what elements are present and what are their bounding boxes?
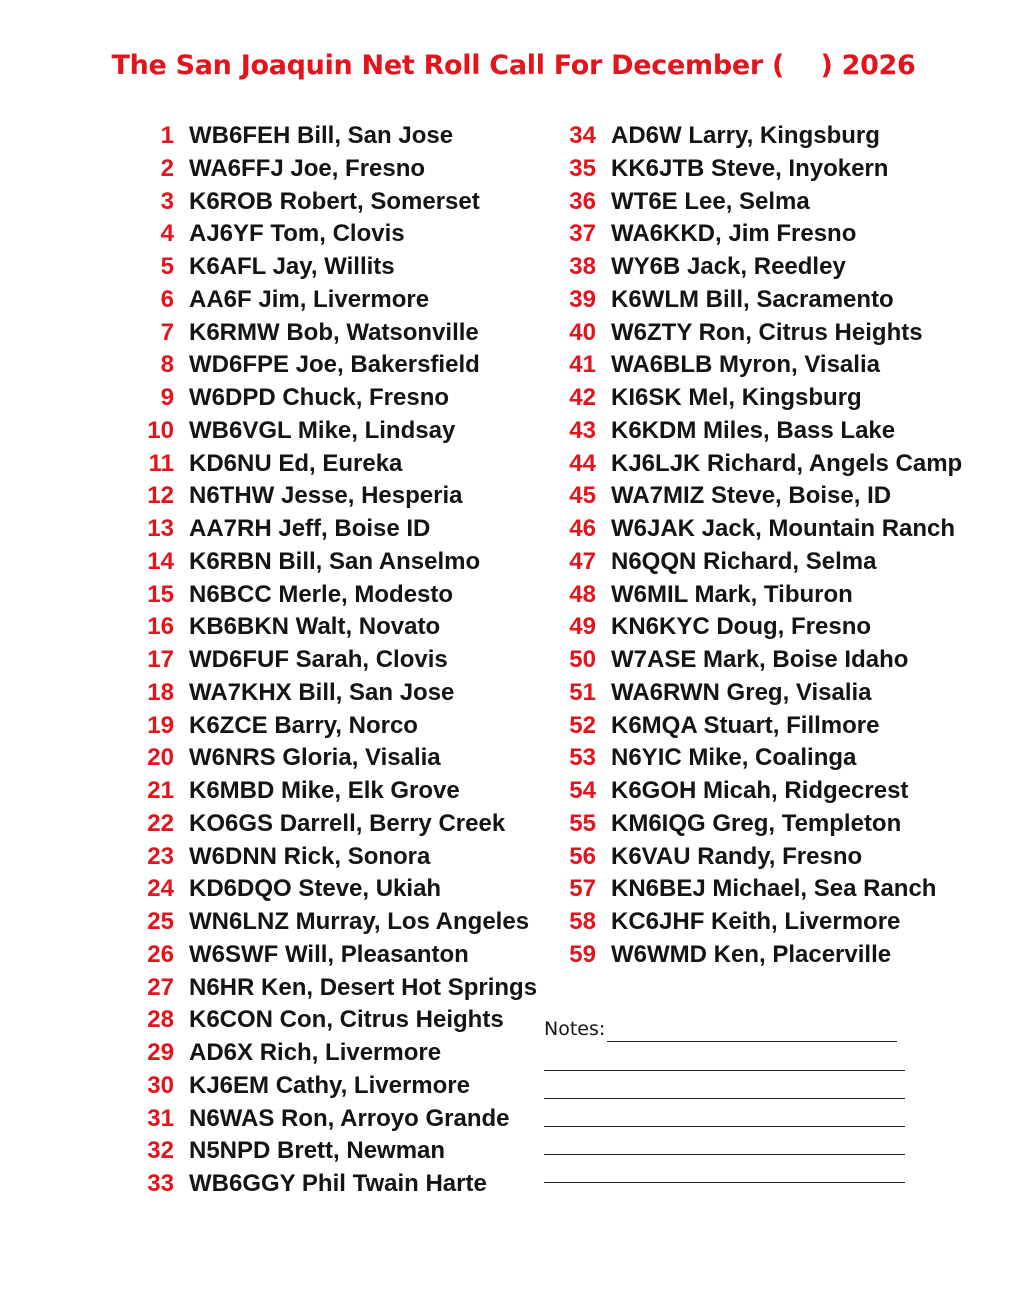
roster-callsign-name: N5NPD Brett, Newman xyxy=(189,1137,446,1165)
roster-number: 38 xyxy=(569,253,596,280)
roster-number: 54 xyxy=(569,777,596,804)
roster-callsign-name: KD6DQO Steve, Ukiah xyxy=(189,875,442,903)
roster-entry xyxy=(560,218,962,251)
roster-number: 50 xyxy=(569,646,596,673)
roster-number: 58 xyxy=(569,908,596,935)
roster-callsign-name: W6JAK Jack, Mountain Ranch xyxy=(611,515,956,542)
roster-number: 16 xyxy=(147,613,174,641)
roster-entry xyxy=(560,382,962,415)
roster-callsign-name: KJ6EM Cathy, Livermore xyxy=(189,1071,470,1099)
roster-entry xyxy=(138,1103,537,1136)
roster-number: 52 xyxy=(569,711,596,739)
roster-callsign-name: WA6BLB Myron, Visalia xyxy=(611,351,880,379)
roster-number: 40 xyxy=(569,318,596,346)
roster-callsign-name: K6RMW Bob, Watsonville xyxy=(189,318,479,346)
notes-line xyxy=(544,1070,905,1071)
roster-callsign-name: K6ZCE Barry, Norco xyxy=(189,711,418,739)
roster-number: 23 xyxy=(147,842,174,870)
roster-number: 47 xyxy=(569,547,596,575)
roster-callsign-name: KK6JTB Steve, Inyokern xyxy=(611,154,889,182)
roster-entry xyxy=(560,513,962,546)
roster-entry xyxy=(138,906,537,939)
roster-callsign-name: W6NRS Gloria, Visalia xyxy=(189,744,441,772)
roster-callsign-name: KM6IQG Greg, Templeton xyxy=(611,809,902,837)
roster-entry xyxy=(138,513,537,546)
roster-callsign-name: WY6B Jack, Reedley xyxy=(611,253,846,280)
roster-callsign-name: K6CON Con, Citrus Heights xyxy=(189,1006,504,1034)
roster-entry xyxy=(138,153,537,186)
roster-entry xyxy=(560,251,962,284)
roster-entry xyxy=(138,644,537,677)
roster-number: 8 xyxy=(160,351,174,379)
roster-number: 37 xyxy=(569,220,596,248)
roster-callsign-name: WB6GGY Phil Twain Harte xyxy=(189,1170,487,1197)
roster-entry xyxy=(560,480,962,513)
roster-entry xyxy=(138,1070,537,1103)
notes-line xyxy=(544,1182,905,1183)
roster-entry xyxy=(138,611,537,644)
roster-entry xyxy=(138,841,537,874)
page-title: The San Joaquin Net Roll Call For December ( ) 2026 xyxy=(111,50,916,81)
roster-callsign-name: AJ6YF Tom, Clovis xyxy=(189,220,405,248)
roster-number: 13 xyxy=(147,515,174,542)
roster-number: 12 xyxy=(147,482,174,510)
roster-entry xyxy=(560,153,962,186)
roster-entry xyxy=(138,448,537,481)
roster-number: 33 xyxy=(147,1170,174,1197)
roster-entry xyxy=(138,251,537,284)
roster-callsign-name: AD6X Rich, Livermore xyxy=(189,1039,442,1066)
roster-entry xyxy=(560,742,962,775)
roster-entry xyxy=(138,677,537,710)
roster-callsign-name: WD6FUF Sarah, Clovis xyxy=(189,646,448,673)
roster-number: 18 xyxy=(147,678,174,706)
roster-callsign-name: N6YIC Mike, Coalinga xyxy=(611,744,857,772)
roster-callsign-name: KB6BKN Walt, Novato xyxy=(189,613,441,641)
roster-callsign-name: N6HR Ken, Desert Hot Springs xyxy=(189,973,538,1001)
roster-callsign-name: K6ROB Robert, Somerset xyxy=(189,187,480,215)
roster-number: 26 xyxy=(147,940,174,968)
roster-entry xyxy=(138,710,537,743)
roster-number: 5 xyxy=(160,253,174,280)
roster-callsign-name: KC6JHF Keith, Livermore xyxy=(611,908,901,935)
roster-entry xyxy=(560,120,962,153)
roster-callsign-name: W7ASE Mark, Boise Idaho xyxy=(611,646,909,673)
roster-number: 3 xyxy=(160,187,174,215)
roster-entry xyxy=(560,841,962,874)
roster-number: 19 xyxy=(147,711,174,739)
roster-number: 49 xyxy=(569,613,596,641)
roster-callsign-name: K6MBD Mike, Elk Grove xyxy=(189,777,460,804)
roster-callsign-name: N6THW Jesse, Hesperia xyxy=(189,482,463,510)
notes-line xyxy=(544,1154,905,1155)
roster-callsign-name: AA7RH Jeff, Boise ID xyxy=(189,515,431,542)
roster-number: 21 xyxy=(147,777,174,804)
roster-number: 39 xyxy=(569,285,596,313)
roster-column-right xyxy=(560,120,962,972)
notes-line xyxy=(544,1126,905,1127)
roster-entry xyxy=(138,218,537,251)
roster-entry xyxy=(560,808,962,841)
roster-callsign-name: KD6NU Ed, Eureka xyxy=(189,449,403,477)
roster-entry xyxy=(138,808,537,841)
roster-callsign-name: WA6RWN Greg, Visalia xyxy=(611,678,872,706)
roster-number: 46 xyxy=(569,515,596,542)
roster-callsign-name: KI6SK Mel, Kingsburg xyxy=(611,384,862,411)
roster-entry xyxy=(138,284,537,317)
roster-callsign-name: K6WLM Bill, Sacramento xyxy=(611,285,894,313)
roster-number: 30 xyxy=(147,1071,174,1099)
roster-callsign-name: AA6F Jim, Livermore xyxy=(189,285,430,313)
roster-callsign-name: K6RBN Bill, San Anselmo xyxy=(189,547,481,575)
roster-entry xyxy=(560,906,962,939)
roster-entry xyxy=(560,284,962,317)
roster-number: 32 xyxy=(147,1137,174,1165)
roster-callsign-name: WB6FEH Bill, San Jose xyxy=(189,122,454,149)
roster-entry xyxy=(560,415,962,448)
roster-number: 2 xyxy=(160,154,174,182)
roster-entry xyxy=(138,1037,537,1070)
roster-entry xyxy=(560,349,962,382)
roster-callsign-name: K6AFL Jay, Willits xyxy=(189,253,395,280)
roster-number: 42 xyxy=(569,384,596,411)
roster-callsign-name: W6DPD Chuck, Fresno xyxy=(189,384,450,411)
roster-number: 15 xyxy=(147,580,174,608)
roster-number: 59 xyxy=(569,940,596,968)
roster-number: 4 xyxy=(160,220,174,248)
roster-number: 34 xyxy=(569,122,596,149)
roster-number: 20 xyxy=(147,744,174,772)
roster-callsign-name: WB6VGL Mike, Lindsay xyxy=(189,416,456,444)
roster-callsign-name: WA7KHX Bill, San Jose xyxy=(189,678,455,706)
roster-callsign-name: KN6KYC Doug, Fresno xyxy=(611,613,872,641)
roster-entry xyxy=(138,349,537,382)
roster-callsign-name: K6GOH Micah, Ridgecrest xyxy=(611,777,909,804)
roster-entry xyxy=(560,186,962,219)
roster-number: 36 xyxy=(569,187,596,215)
notes-line xyxy=(544,1098,905,1099)
roster-entry xyxy=(138,1004,537,1037)
roster-callsign-name: W6MIL Mark, Tiburon xyxy=(611,580,853,608)
roster-entry xyxy=(560,677,962,710)
roster-entry xyxy=(560,546,962,579)
roster-entry xyxy=(138,546,537,579)
roster-column-left xyxy=(138,120,537,1201)
roster-number: 45 xyxy=(569,482,596,510)
roster-number: 22 xyxy=(147,809,174,837)
roster-callsign-name: K6VAU Randy, Fresno xyxy=(611,842,863,870)
roster-callsign-name: W6ZTY Ron, Citrus Heights xyxy=(611,318,923,346)
roster-callsign-name: KN6BEJ Michael, Sea Ranch xyxy=(611,875,937,903)
roster-number: 55 xyxy=(569,809,596,837)
roster-callsign-name: WA6KKD, Jim Fresno xyxy=(611,220,857,248)
roster-callsign-name: KO6GS Darrell, Berry Creek xyxy=(189,809,506,837)
roster-callsign-name: WN6LNZ Murray, Los Angeles xyxy=(189,908,530,935)
roster-callsign-name: N6BCC Merle, Modesto xyxy=(189,580,454,608)
roster-callsign-name: AD6W Larry, Kingsburg xyxy=(611,122,880,149)
roster-entry xyxy=(560,448,962,481)
roster-entry xyxy=(138,1135,537,1168)
roster-entry xyxy=(560,775,962,808)
roster-number: 56 xyxy=(569,842,596,870)
roster-number: 48 xyxy=(569,580,596,608)
roster-number: 25 xyxy=(147,908,174,935)
roster-entry xyxy=(138,939,537,972)
roster-entry xyxy=(138,775,537,808)
roster-number: 53 xyxy=(569,744,596,772)
roster-entry xyxy=(560,873,962,906)
roster-callsign-name: W6SWF Will, Pleasanton xyxy=(189,940,469,968)
roster-entry xyxy=(138,480,537,513)
roster-number: 1 xyxy=(160,122,174,149)
roster-entry xyxy=(138,186,537,219)
roster-number: 29 xyxy=(147,1039,174,1066)
roster-entry xyxy=(560,644,962,677)
roster-callsign-name: WT6E Lee, Selma xyxy=(611,187,810,215)
roster-entry xyxy=(138,382,537,415)
roster-callsign-name: W6WMD Ken, Placerville xyxy=(611,940,892,968)
roster-number: 35 xyxy=(569,154,596,182)
roster-callsign-name: N6WAS Ron, Arroyo Grande xyxy=(189,1104,510,1132)
roster-entry xyxy=(138,415,537,448)
roster-number: 31 xyxy=(147,1104,174,1132)
roster-entry xyxy=(560,611,962,644)
roster-number: 6 xyxy=(160,285,174,313)
roster-callsign-name: K6MQA Stuart, Fillmore xyxy=(611,711,880,739)
roster-callsign-name: WA7MIZ Steve, Boise, ID xyxy=(611,482,892,510)
roster-callsign-name: KJ6LJK Richard, Angels Camp xyxy=(611,449,963,477)
roster-callsign-name: N6QQN Richard, Selma xyxy=(611,547,877,575)
roster-number: 10 xyxy=(147,416,174,444)
roster-number: 7 xyxy=(160,318,174,346)
roster-number: 24 xyxy=(147,875,174,903)
roster-entry xyxy=(138,1168,537,1201)
roster-entry xyxy=(138,579,537,612)
roster-entry xyxy=(560,317,962,350)
roster-callsign-name: WA6FFJ Joe, Fresno xyxy=(189,154,426,182)
roster-number: 17 xyxy=(147,646,174,673)
roster-number: 57 xyxy=(569,875,596,903)
roster-entry xyxy=(560,710,962,743)
roster-number: 41 xyxy=(569,351,596,379)
roster-number: 28 xyxy=(147,1006,174,1034)
notes-line xyxy=(607,1041,897,1042)
roster-entry xyxy=(138,873,537,906)
roster-number: 14 xyxy=(147,547,174,575)
roster-number: 9 xyxy=(160,384,174,411)
roster-entry xyxy=(138,120,537,153)
roster-entry xyxy=(138,317,537,350)
notes-label: Notes: xyxy=(544,1018,606,1040)
roster-callsign-name: WD6FPE Joe, Bakersfield xyxy=(189,351,480,379)
roster-entry xyxy=(138,742,537,775)
roster-callsign-name: W6DNN Rick, Sonora xyxy=(189,842,431,870)
roster-number: 27 xyxy=(147,973,174,1001)
roster-number: 44 xyxy=(569,449,596,477)
roster-number: 51 xyxy=(569,678,596,706)
roster-entry xyxy=(560,579,962,612)
roster-number: 11 xyxy=(148,449,174,477)
roster-number: 43 xyxy=(569,416,596,444)
roster-entry xyxy=(560,939,962,972)
roster-callsign-name: K6KDM Miles, Bass Lake xyxy=(611,416,896,444)
roster-entry xyxy=(138,972,537,1005)
